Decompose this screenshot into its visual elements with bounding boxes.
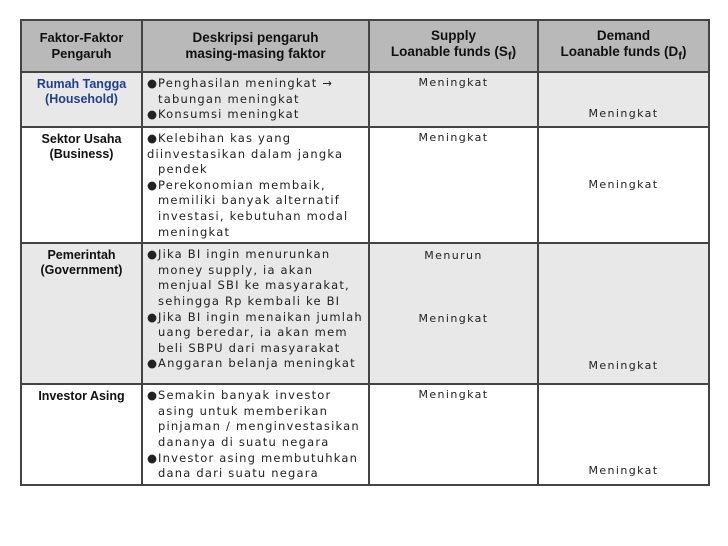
cell-desc: ●Kelebihan kas yang diinvestasikan dalam jangka pendek ●Perekonomian membaik, memiliki banyak alternatif investasi, kebutuhan modal meningkat [142, 127, 369, 243]
cell-demand [538, 384, 709, 485]
bullet-icon: ● [147, 309, 159, 324]
bullet-icon: ● [147, 131, 159, 145]
faktor-business: Sektor Usaha (Business) [41, 132, 122, 161]
table-row [21, 243, 709, 384]
list-item: ●Perekonomian membaik, [147, 177, 326, 192]
cell-desc: ●Penghasilan meningkat → tabungan meningkat ●Konsumsi meningkat [142, 72, 369, 127]
list-item: ●Investor asing membutuhkan [147, 450, 359, 465]
faktor-foreign-investor: Investor Asing [38, 389, 125, 404]
cell-faktor [21, 243, 142, 384]
demand-value: Meningkat [588, 464, 659, 478]
header-demand: Demand Loanable funds $(D_f)$ [538, 20, 709, 72]
cell-demand [538, 127, 709, 243]
header-supply: Supply Loanable funds $(S_f)$ [369, 20, 538, 72]
bullet-icon: ● [147, 107, 159, 122]
cell-demand [538, 243, 709, 384]
faktor-government: Pemerintah (Government) [40, 248, 123, 278]
cell-faktor [21, 384, 142, 485]
cell-desc: ●Jika BI ingin menurunkan money supply, ia akan menjual SBI ke masyarakat, sehingga Rp kembali ke BI ●Jika BI ingin menaikan jumlah uang beredar, ia akan mem beli SBPU dari masyarakat ●Anggaran belanja meningkat [142, 243, 369, 384]
header-deskripsi: Deskripsi pengaruh masing-masing faktor [142, 20, 369, 72]
cell-supply [369, 243, 538, 384]
list-item: ●Jika BI ingin menaikan jumlah [147, 309, 363, 324]
list-item: ●Anggaran belanja meningkat [147, 356, 356, 371]
cell-demand [538, 72, 709, 127]
cell-supply [369, 384, 538, 485]
bullet-icon: ● [147, 76, 159, 90]
bullet-icon: ● [147, 247, 159, 262]
supply-value: Meningkat [418, 388, 489, 402]
list-item: ●Jika BI ingin menurunkan [147, 247, 331, 262]
header-faktor: Faktor-Faktor Pengaruh [21, 20, 142, 72]
list-item: ●Semakin banyak investor [147, 388, 332, 403]
bullet-icon: ● [147, 177, 159, 192]
arrow-right-icon: → [322, 76, 332, 90]
list-item: ●Konsumsi meningkat [147, 107, 300, 122]
demand-value: Meningkat [588, 178, 659, 191]
demand-value: Meningkat [588, 107, 659, 120]
supply-value: Meningkat [418, 312, 489, 326]
demand-value: Meningkat [588, 359, 659, 373]
cell-supply [369, 127, 538, 243]
table-row [21, 72, 709, 127]
bullet-icon: ● [147, 388, 159, 403]
bullet-icon: ● [147, 356, 159, 371]
cell-supply [369, 72, 538, 127]
cell-faktor [21, 72, 142, 127]
supply-value: Meningkat [418, 131, 489, 144]
list-item: ●Penghasilan meningkat → [147, 76, 332, 90]
bullet-icon: ● [147, 450, 159, 465]
supply-value: Meningkat [418, 76, 489, 89]
factor-table [20, 19, 710, 486]
table-row [21, 127, 709, 243]
cell-faktor [21, 127, 142, 243]
table-header-row [21, 20, 709, 72]
faktor-household: Rumah Tangga (Household) [36, 77, 127, 106]
table-row [21, 384, 709, 485]
supply-value: Menurun [424, 249, 483, 263]
cell-desc: ●Semakin banyak investor asing untuk memberikan pinjaman / menginvestasikan dananya di suatu negara ●Investor asing membutuhkan dana dari suatu negara [142, 384, 369, 485]
list-item: ●Kelebihan kas yang [147, 131, 292, 145]
